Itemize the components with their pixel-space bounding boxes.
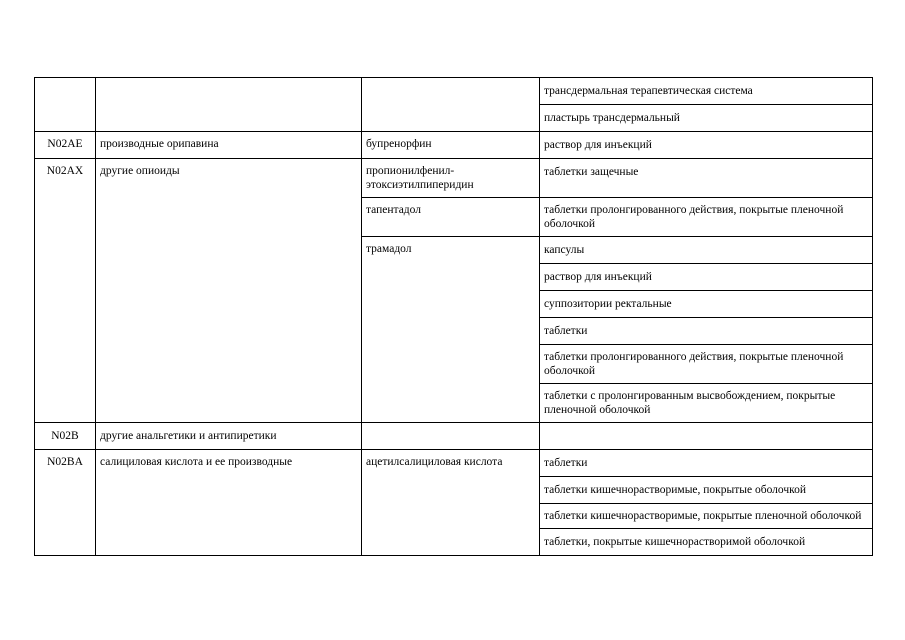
dosage-form-cell: таблетки — [540, 450, 873, 477]
dosage-form-cell: таблетки кишечнорастворимые, покрытые пленочной оболочкой — [540, 504, 873, 529]
atc-code-cell — [35, 78, 96, 132]
dosage-form-cell: раствор для инъекций — [540, 264, 873, 291]
atc-code-cell: N02AE — [35, 132, 96, 159]
dosage-form-cell: таблетки защечные — [540, 159, 873, 198]
dosage-form-cell: таблетки с пролонгированным высвобождением, покрытые пленочной оболочкой — [540, 384, 873, 423]
dosage-form-cell — [540, 423, 873, 450]
group-cell: салициловая кислота и ее производные — [96, 450, 362, 556]
dosage-form-cell: таблетки пролонгированного действия, покрытые пленочной оболочкой — [540, 345, 873, 384]
group-cell: другие опиоиды — [96, 159, 362, 423]
substance-cell: тапентадол — [362, 198, 540, 237]
dosage-form-cell: пластырь трансдермальный — [540, 105, 873, 132]
substance-cell — [362, 423, 540, 450]
substance-cell: бупренорфин — [362, 132, 540, 159]
group-cell — [96, 78, 362, 132]
substance-cell: ацетилсалициловая кислота — [362, 450, 540, 556]
table-row — [35, 78, 873, 105]
atc-code-cell: N02BA — [35, 450, 96, 556]
dosage-form-cell: таблетки — [540, 318, 873, 345]
drug-table — [34, 77, 873, 556]
group-cell: другие анальгетики и антипиретики — [96, 423, 362, 450]
group-cell: производные орипавина — [96, 132, 362, 159]
dosage-form-cell: раствор для инъекций — [540, 132, 873, 159]
dosage-form-cell: таблетки, покрытые кишечнорастворимой оболочкой — [540, 529, 873, 556]
dosage-form-cell: капсулы — [540, 237, 873, 264]
substance-cell: трамадол — [362, 237, 540, 423]
dosage-form-cell: трансдермальная терапевтическая система — [540, 78, 873, 105]
substance-cell — [362, 78, 540, 132]
substance-cell: пропионилфенил-этоксиэтилпиперидин — [362, 159, 540, 198]
table-row — [35, 450, 873, 477]
table-row — [35, 159, 873, 198]
atc-code-cell: N02B — [35, 423, 96, 450]
dosage-form-cell: таблетки кишечнорастворимые, покрытые оболочкой — [540, 477, 873, 504]
dosage-form-cell: суппозитории ректальные — [540, 291, 873, 318]
table-row — [35, 132, 873, 159]
atc-code-cell: N02AX — [35, 159, 96, 423]
table-row — [35, 423, 873, 450]
dosage-form-cell: таблетки пролонгированного действия, покрытые пленочной оболочкой — [540, 198, 873, 237]
